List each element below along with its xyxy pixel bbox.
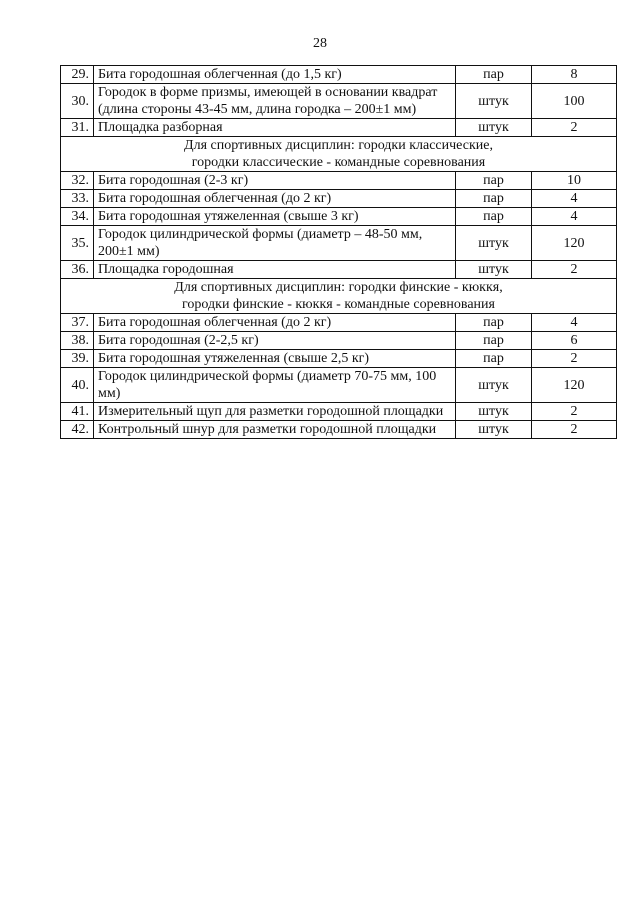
item-name: Бита городошная утяжеленная (свыше 3 кг): [94, 208, 456, 226]
item-unit: штук: [456, 368, 532, 403]
item-name: Контрольный шнур для разметки городошной площадки: [94, 421, 456, 439]
item-name: Площадка городошная: [94, 261, 456, 279]
item-unit: пар: [456, 350, 532, 368]
item-number: 30.: [61, 84, 94, 119]
item-number: 29.: [61, 66, 94, 84]
item-number: 36.: [61, 261, 94, 279]
item-name: Бита городошная облегченная (до 1,5 кг): [94, 66, 456, 84]
item-number: 34.: [61, 208, 94, 226]
equipment-table: [60, 65, 617, 439]
item-name: Городок цилиндрической формы (диаметр – 48-50 мм, 200±1 мм): [94, 226, 456, 261]
table-row: [61, 190, 617, 208]
item-quantity: 2: [532, 119, 617, 137]
item-name: Бита городошная облегченная (до 2 кг): [94, 190, 456, 208]
item-number: 35.: [61, 226, 94, 261]
table-row: [61, 314, 617, 332]
section-header-line: Для спортивных дисциплин: городки классические,: [184, 138, 493, 153]
item-number: 37.: [61, 314, 94, 332]
item-quantity: 2: [532, 421, 617, 439]
item-unit: штук: [456, 261, 532, 279]
item-quantity: 120: [532, 368, 617, 403]
table-row: [61, 172, 617, 190]
item-quantity: 10: [532, 172, 617, 190]
item-unit: пар: [456, 172, 532, 190]
item-unit: пар: [456, 314, 532, 332]
table-row: [61, 261, 617, 279]
item-unit: пар: [456, 208, 532, 226]
section-header-line: городки классические - командные соревнования: [191, 155, 486, 170]
item-name: Бита городошная (2-2,5 кг): [94, 332, 456, 350]
item-number: 32.: [61, 172, 94, 190]
item-unit: штук: [456, 119, 532, 137]
item-name: Бита городошная облегченная (до 2 кг): [94, 314, 456, 332]
item-number: 41.: [61, 403, 94, 421]
item-number: 39.: [61, 350, 94, 368]
item-quantity: 100: [532, 84, 617, 119]
item-unit: штук: [456, 226, 532, 261]
item-unit: пар: [456, 332, 532, 350]
item-number: 42.: [61, 421, 94, 439]
item-name: Городок цилиндрической формы (диаметр 70-75 мм, 100 мм): [94, 368, 456, 403]
item-quantity: 8: [532, 66, 617, 84]
table-row: [61, 368, 617, 403]
table-row: [61, 403, 617, 421]
item-number: 40.: [61, 368, 94, 403]
item-name: Измерительный щуп для разметки городошной площадки: [94, 403, 456, 421]
equipment-table-body: [61, 66, 617, 439]
item-quantity: 4: [532, 314, 617, 332]
table-row: [61, 208, 617, 226]
table-row: [61, 332, 617, 350]
item-name: Площадка разборная: [94, 119, 456, 137]
item-number: 33.: [61, 190, 94, 208]
item-unit: пар: [456, 66, 532, 84]
item-quantity: 4: [532, 190, 617, 208]
item-quantity: 2: [532, 403, 617, 421]
table-row: [61, 350, 617, 368]
item-quantity: 2: [532, 350, 617, 368]
item-unit: штук: [456, 421, 532, 439]
section-header-row: [61, 279, 617, 314]
item-unit: штук: [456, 403, 532, 421]
item-name: Городок в форме призмы, имеющей в основании квадрат (длина стороны 43-45 мм, длина городка – 200±1 мм): [94, 84, 456, 119]
page-number: 28: [313, 36, 327, 51]
section-header-row: [61, 137, 617, 172]
section-header-line: городки финские - кюккя - командные соревнования: [182, 297, 495, 312]
item-quantity: 2: [532, 261, 617, 279]
item-number: 31.: [61, 119, 94, 137]
item-name: Бита городошная (2-3 кг): [94, 172, 456, 190]
table-row: [61, 226, 617, 261]
item-quantity: 6: [532, 332, 617, 350]
table-row: [61, 119, 617, 137]
table-row: [61, 421, 617, 439]
section-header: [61, 279, 617, 314]
table-row: [61, 84, 617, 119]
item-number: 38.: [61, 332, 94, 350]
item-name: Бита городошная утяжеленная (свыше 2,5 кг): [94, 350, 456, 368]
item-quantity: 120: [532, 226, 617, 261]
item-quantity: 4: [532, 208, 617, 226]
item-unit: пар: [456, 190, 532, 208]
table-row: [61, 66, 617, 84]
section-header: [61, 137, 617, 172]
item-unit: штук: [456, 84, 532, 119]
section-header-line: Для спортивных дисциплин: городки финские - кюккя,: [174, 280, 503, 295]
